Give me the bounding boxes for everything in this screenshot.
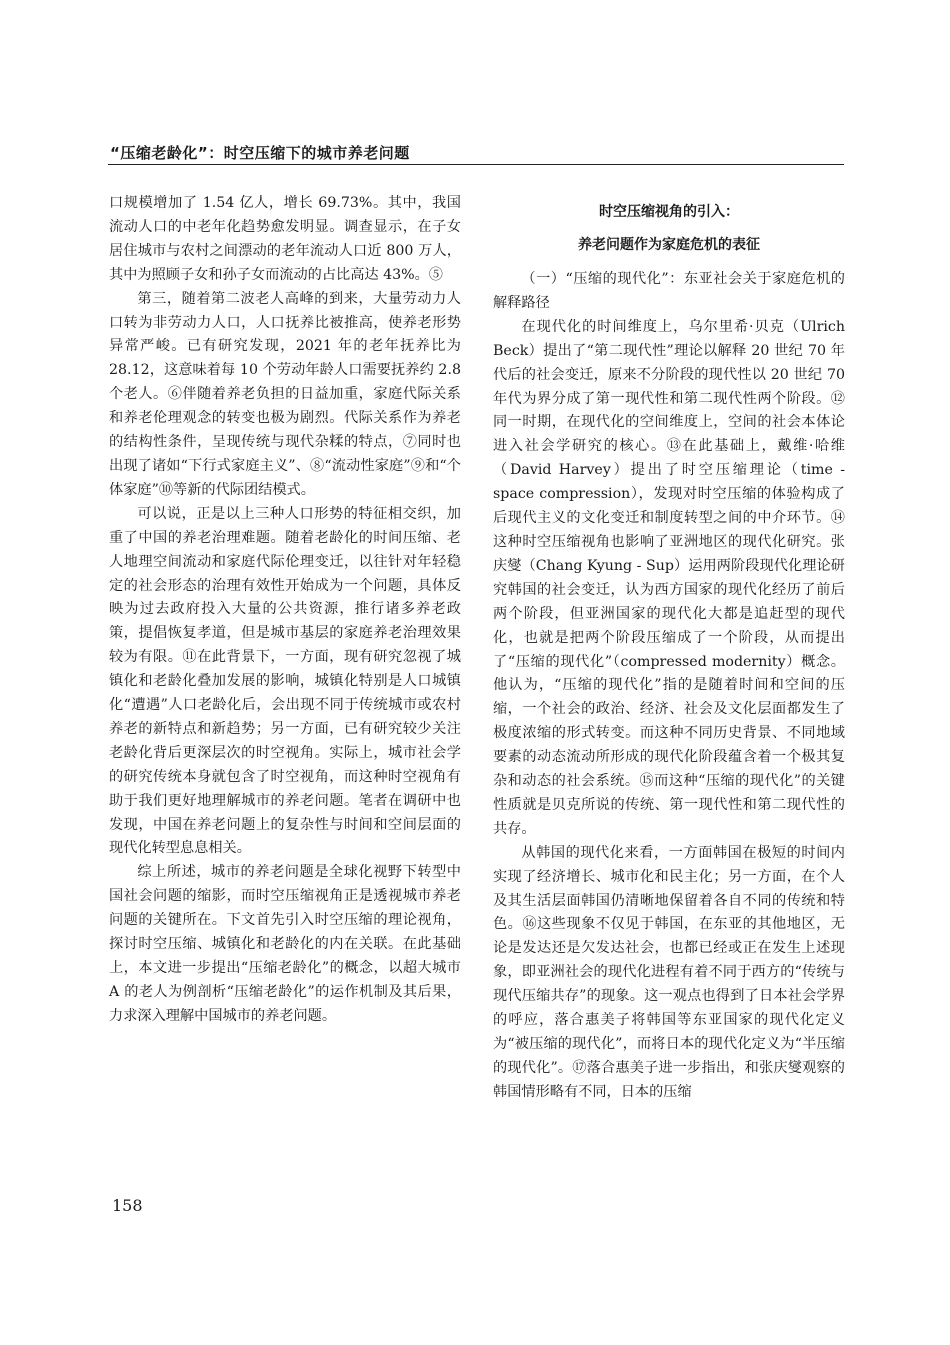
header-rule [108, 164, 844, 165]
paragraph: 在现代化的时间维度上，乌尔里希·贝克（Ulrich Beck）提出了“第二现代性”理论以解释 20 世纪 70 年代后的社会变迁，原来不分阶段的现代性以 20 世纪 70 年代为界分成了第一现代性和第二现代性两个阶段。⑫同一时期，在现代化的空间维度上，空间的社会本体论进入社会学研究的核心。⑬在此基础上，戴维·哈维（David Harvey）提出了时空压缩理论（time - space compression），发现对时空压缩的体验构成了后现代主义的文化变迁和制度转型之间的中介环节。⑭这种时空压缩视角也影响了亚洲地区的现代化研究。张庆燮（Chang Kyung - Sup）运用两阶段现代化理论研究韩国的社会变迁，认为西方国家的现代化经历了前后两个阶段，但亚洲国家的现代化大都是追赶型的现代化，也就是把两个阶段压缩成了一个阶段，从而提出了“压缩的现代化”（compressed modernity）概念。他认为，“压缩的现代化”指的是随着时间和空间的压缩，一个社会的政治、经济、社会及文化层面都发生了极度浓缩的形式转变。而这种不同历史背景、不同地域要素的动态流动所形成的现代化阶段蕴含着一个极其复杂和动态的社会系统。⑮而这种“压缩的现代化”的关键性质就是贝克所说的传统、第一现代性和第二现代性的共存。 [493, 318, 845, 837]
paragraph: 第三，随着第二波老人高峰的到来，大量劳动力人口转为非劳动力人口，人口抚养比被推高，使养老形势异常严峻。已有研究发现，2021 年的老年抚养比为 28.12，这意味着每 10 个劳动年龄人口需要抚养约 2.8 个老人。⑥伴随着养老负担的日益加重，家庭代际关系和养老伦理观念的转变也极为剧烈。代际关系作为养老的结构性条件，呈现传统与现代杂糅的特点，⑦同时也出现了诸如“下行式家庭主义”、⑧“流动性家庭”⑨和“个体家庭”⑩等新的代际团结模式。 [109, 290, 461, 498]
subsection-title: （一）“压缩的现代化”：东亚社会关于家庭危机的解释路径 [493, 271, 845, 311]
paragraph: 综上所述，城市的养老问题是全球化视野下转型中国社会问题的缩影，而时空压缩视角正是透视城市养老问题的关键所在。下文首先引入时空压缩的理论视角，探讨时空压缩、城镇化和老龄化的内在关联。在此基础上，本文进一步提出“压缩老龄化”的概念，以超大城市 A 的老人为例剖析“压缩老龄化”的运作机制及其后果，力求深入理解中国城市的养老问题。 [109, 864, 461, 1024]
paragraph: 可以说，正是以上三种人口形势的特征相交织，加重了中国的养老治理难题。随着老龄化的时间压缩、老人地理空间流动和家庭代际伦理变迁，以往针对年轻稳定的社会形态的治理有效性开始成为一个问题，具体反映为过去政府投入大量的公共资源，推行诸多养老政策，提倡恢复孝道，但是城市基层的家庭养老治理效果较为有限。⑪在此背景下，一方面，现有研究忽视了城镇化和老龄化叠加发展的影响，城镇化特别是人口城镇化“遭遇”人口老龄化后，会出现不同于传统城市或农村养老的新特点和新趋势；另一方面，已有研究较少关注老龄化背后更深层次的时空视角。实际上，城市社会学的研究传统本身就包含了时空视角，而这种时空视角有助于我们更好地理解城市的养老问题。笔者在调研中也发现，中国在养老问题上的复杂性与时间和空间层面的现代化转型息息相关。 [109, 505, 461, 857]
paragraph: 从韩国的现代化来看，一方面韩国在极短的时间内实现了经济增长、城市化和民主化；另一方面，在个人及其生活层面韩国仍清晰地保留着各自不同的传统和特色。⑯这些现象不仅见于韩国，在东亚的其他地区，无论是发达还是欠发达社会，也都已经或正在发生上述现象，即亚洲社会的现代化进程有着不同于西方的“传统与现代压缩共存”的现象。这一观点也得到了日本社会学界的呼应，落合惠美子将韩国等东亚国家的现代化定义为“被压缩的现代化”，而将日本的现代化定义为“半压缩的现代化”。⑰落合惠美子进一步指出，和张庆燮观察的韩国情形略有不同，日本的压缩 [493, 844, 845, 1100]
section-title-line2: 养老问题作为家庭危机的表征 [578, 237, 760, 253]
left-column [109, 192, 461, 1029]
right-column [493, 192, 845, 1105]
section-title-line1: 时空压缩视角的引入： [599, 204, 739, 220]
page-number: 158 [112, 1196, 143, 1215]
running-header-title: “压缩老龄化”：时空压缩下的城市养老问题 [110, 144, 410, 162]
paragraph: 口规模增加了 1.54 亿人，增长 69.73%。其中，我国流动人口的中老年化趋势愈发明显。调查显示，在子女居住城市与农村之间漂动的老年流动人口近 800 万人，其中为照顾子女和孙子女而流动的占比高达 43%。⑤ [109, 195, 461, 283]
